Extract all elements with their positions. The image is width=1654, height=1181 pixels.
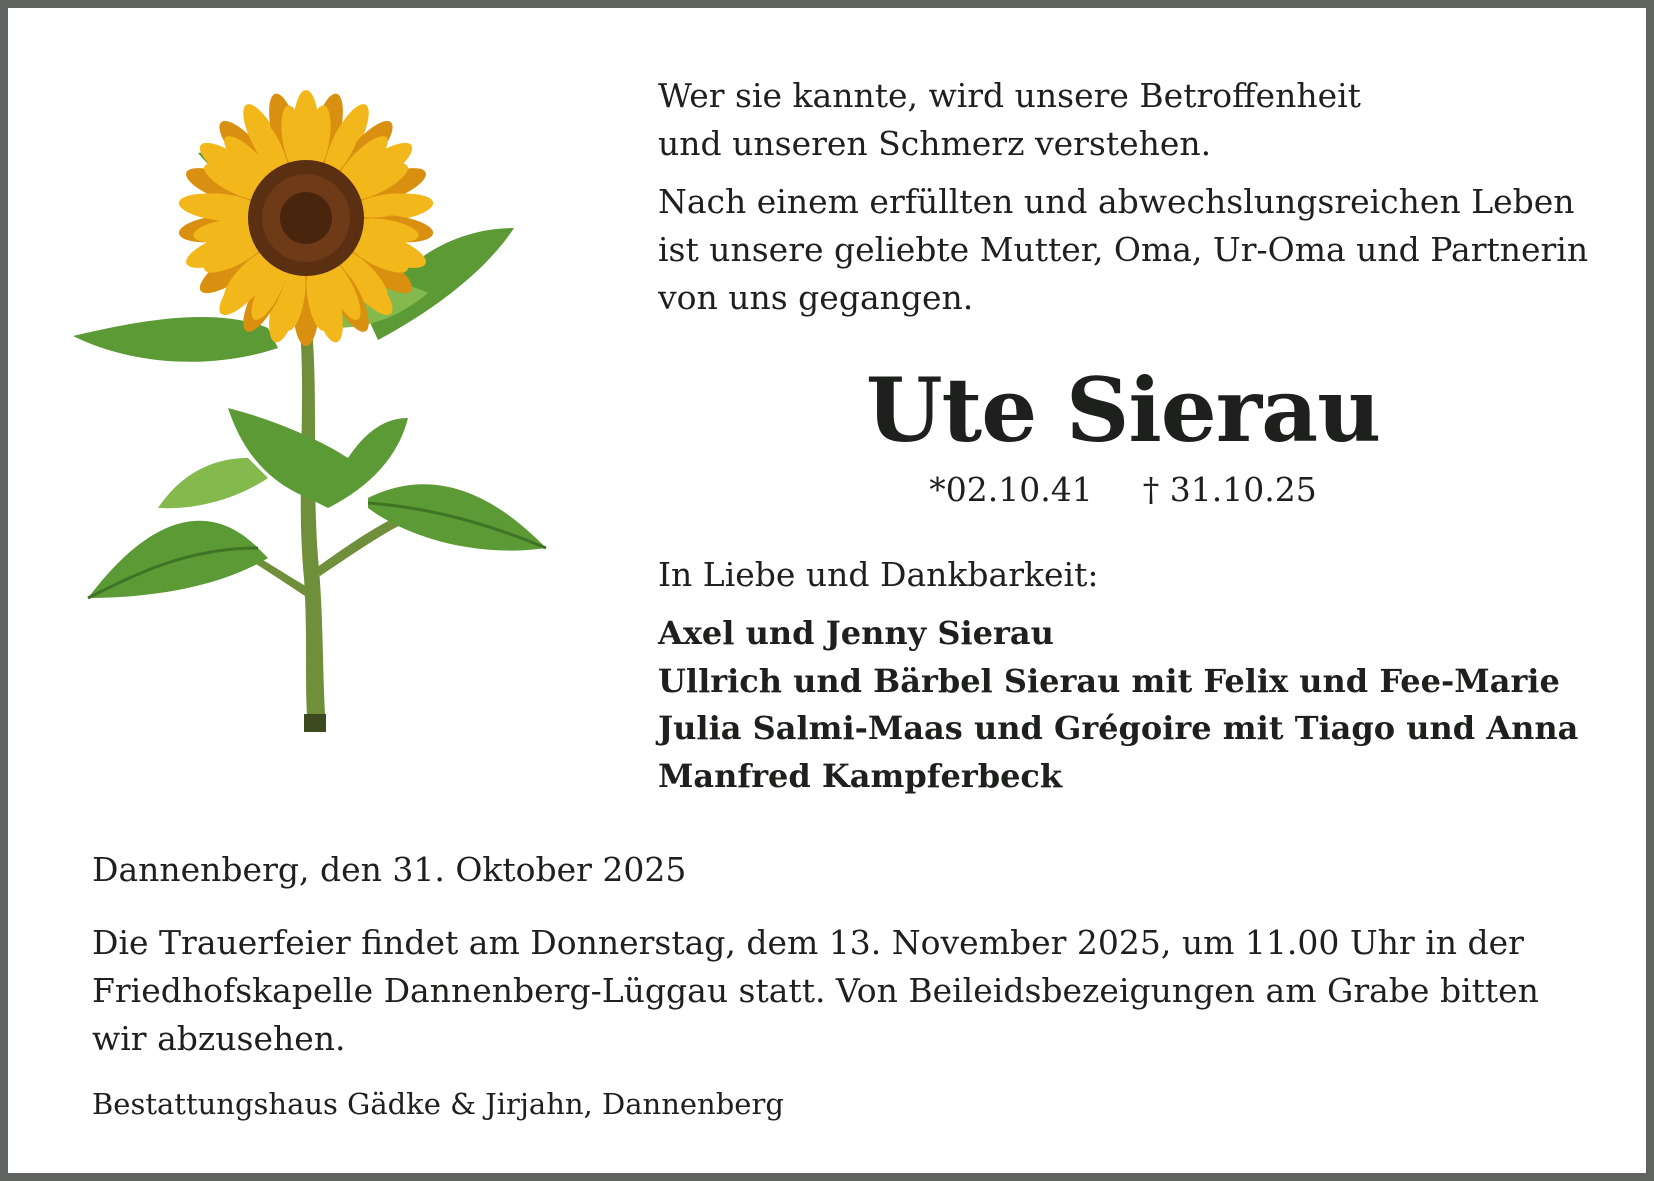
ceremony-notice — [92, 919, 1612, 1063]
sunflower-icon — [68, 78, 578, 738]
mourners-list — [658, 610, 1618, 800]
mourners-heading: In Liebe und Dankbarkeit: — [658, 555, 1099, 594]
death-date: † 31.10.25 — [1142, 470, 1317, 509]
intro-text — [658, 72, 1618, 322]
birth-date: *02.10.41 — [929, 470, 1093, 509]
ceremony-line-3: wir abzusehen. — [92, 1019, 346, 1058]
passing-line-2: ist unsere geliebte Mutter, Oma, Ur-Oma und Partnerin — [658, 230, 1589, 269]
mourner-name: Ullrich und Bärbel Sierau mit Felix und Fee-Marie — [658, 661, 1560, 700]
intro-line-2: und unseren Schmerz verstehen. — [658, 124, 1212, 163]
life-dates — [658, 466, 1588, 514]
ceremony-line-1: Die Trauerfeier findet am Donnerstag, dem 13. November 2025, um 11.00 Uhr in der — [92, 923, 1524, 962]
mourner-name: Axel und Jenny Sierau — [658, 614, 1054, 652]
place-date: Dannenberg, den 31. Oktober 2025 — [92, 850, 687, 889]
passing-line-3: von uns gegangen. — [658, 278, 974, 317]
mourner-name: Julia Salmi-Maas und Grégoire mit Tiago und Anna — [658, 709, 1579, 747]
deceased-name: Ute Sierau — [865, 358, 1381, 462]
mourner-name: Manfred Kampferbeck — [658, 756, 1063, 795]
funeral-home: Bestattungshaus Gädke & Jirjahn, Dannenberg — [92, 1087, 784, 1121]
ceremony-line-2: Friedhofskapelle Dannenberg-Lüggau statt. Von Beileidsbezeigungen am Grabe bitten — [92, 971, 1539, 1010]
intro-line-1: Wer sie kannte, wird unsere Betroffenheit — [658, 76, 1361, 115]
passing-line-1: Nach einem erfüllten und abwechslungsreichen Leben — [658, 182, 1575, 221]
